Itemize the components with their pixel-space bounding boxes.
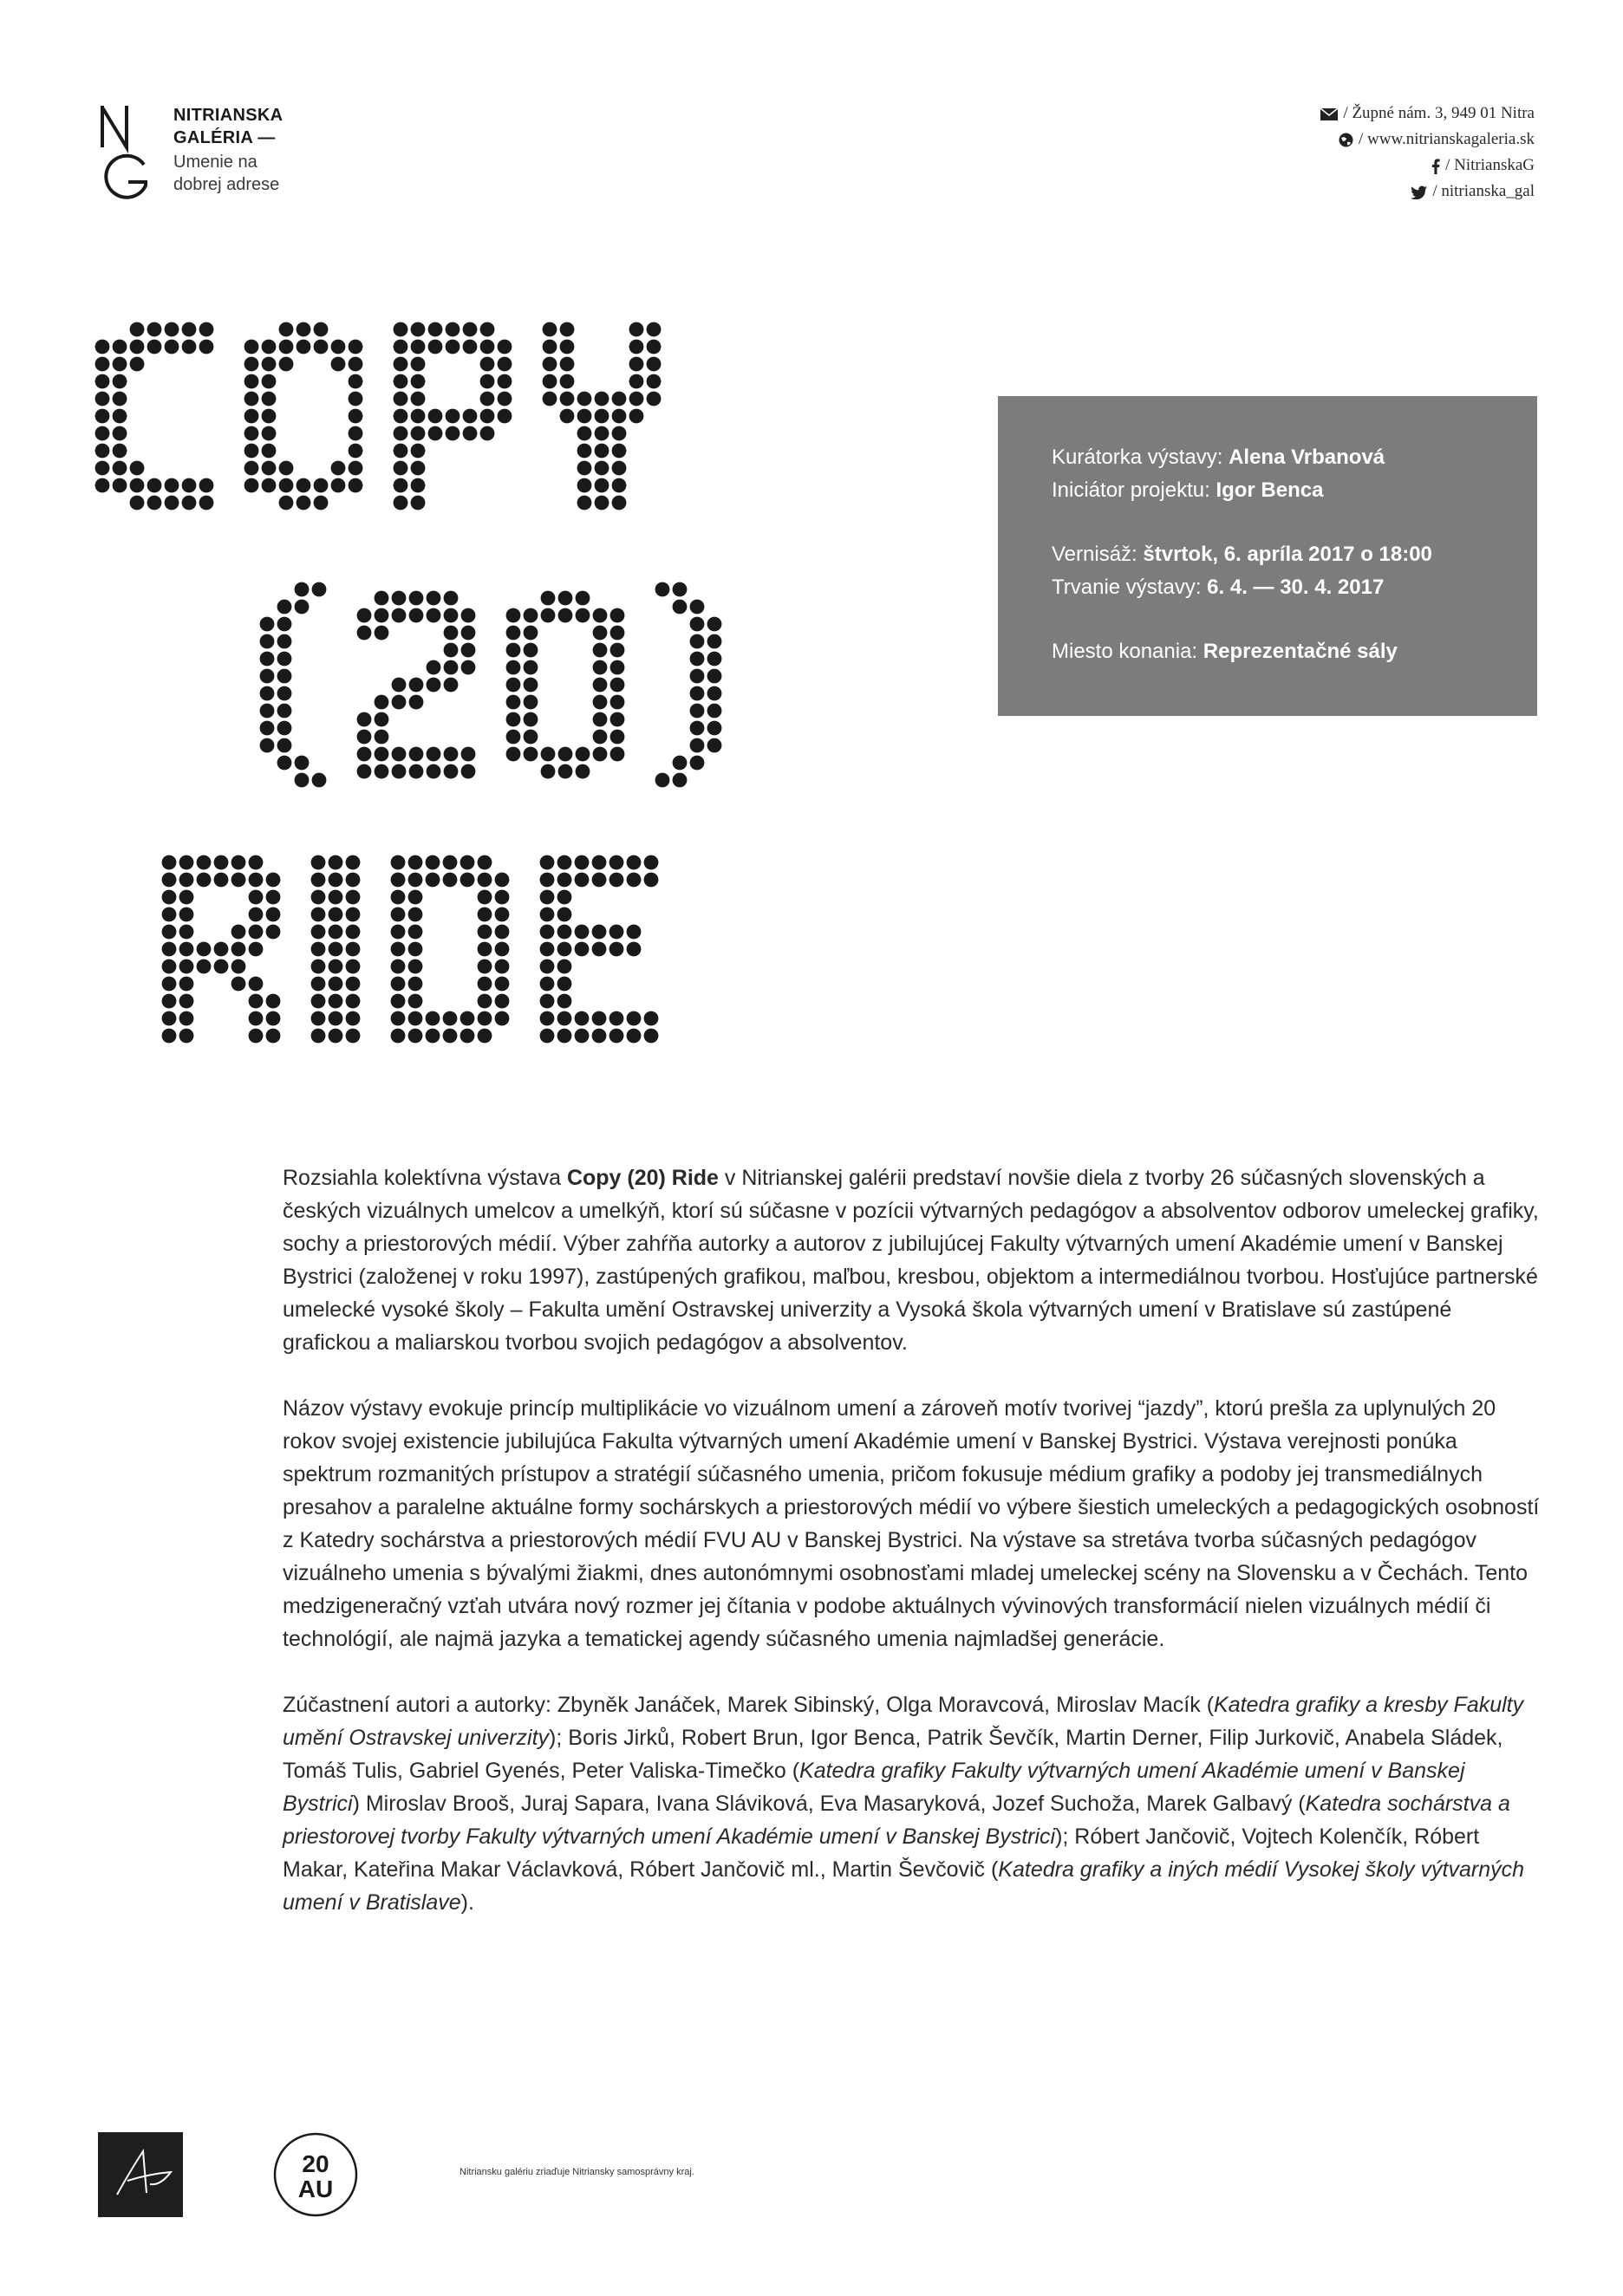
venue-row: Miesto konania: Reprezentačné sály bbox=[1052, 640, 1398, 663]
title-letter-d bbox=[391, 855, 510, 1044]
contact-twitter[interactable]: / nitrianska_gal bbox=[1320, 179, 1535, 205]
venue-name: Reprezentačné sály bbox=[1203, 640, 1398, 663]
title-letter-y bbox=[543, 322, 662, 511]
academy-logo bbox=[98, 2132, 183, 2217]
contact-address: / Župné nám. 3, 949 01 Nitra bbox=[1320, 101, 1535, 127]
title-letter-r bbox=[162, 855, 281, 1044]
initiator-name: Igor Benca bbox=[1216, 478, 1324, 502]
gallery-name-line1: NITRIANSKA bbox=[173, 106, 284, 125]
initiator-row: Iniciátor projektu: Igor Benca bbox=[1052, 478, 1324, 502]
title-letter-p bbox=[394, 322, 512, 511]
title-letter-o bbox=[244, 322, 363, 511]
title-letter-2 bbox=[357, 591, 476, 779]
badge-line1: 20 bbox=[302, 2150, 329, 2177]
opening-row: Vernisáž: štvrtok, 6. apríla 2017 o 18:00 bbox=[1052, 543, 1432, 566]
opening-date: štvrtok, 6. apríla 2017 o 18:00 bbox=[1143, 543, 1432, 566]
title-letter-open-paren bbox=[260, 582, 327, 788]
title-letter-e bbox=[540, 855, 659, 1044]
signature-a-icon bbox=[98, 2132, 183, 2217]
anniversary-badge bbox=[272, 2131, 359, 2218]
footer-note: Nitriansku galériu zriaďuje Nitriansky samosprávny kraj. bbox=[460, 2167, 694, 2177]
exhibition-description bbox=[283, 1161, 1540, 1952]
duration-dates: 6. 4. — 30. 4. 2017 bbox=[1207, 576, 1385, 599]
paragraph-artists: Zúčastnení autori a autorky: Zbyněk Janáček, Marek Sibinský, Olga Moravcová, Miroslav Macík (Katedra grafiky a kresby Fakulty umění Ostravskej univerzity); Boris Jirků, Robert Brun, Igor Benca, Patrik Ševčík, Martin Derner, Filip Jurkovič, Anabela Sládek, Tomáš Tulis, Gabriel Gyenés, Peter Valiska-Timečko (Katedra grafiky Fakulty výtvarných umení Akadémie umení v Banskej Bystrici) Miroslav Brooš, Juraj Sapara, Ivana Sláviková, Eva Masaryková, Jozef Suchoža, Marek Galbavý (Katedra sochárstva a priestorovej tvorby Fakulty výtvarných umení Akadémie umení v Banskej Bystrici); Róbert Jančovič, Vojtech Kolenčík, Róbert Makar, Kateřina Makar Václavková, Róbert Jančovič ml., Martin Ševčovič (Katedra grafiky a iných médií Vysokej školy výtvarných umení v Bratislave). bbox=[283, 1693, 1525, 1915]
title-letter-c bbox=[95, 322, 214, 511]
duration-row: Trvanie výstavy: 6. 4. — 30. 4. 2017 bbox=[1052, 576, 1385, 599]
title-letter-0 bbox=[506, 591, 625, 779]
curator-name: Alena Vrbanová bbox=[1229, 446, 1385, 469]
title-letter-i bbox=[311, 855, 361, 1044]
badge-circle-icon bbox=[272, 2131, 359, 2218]
contact-website[interactable]: / www.nitrianskagaleria.sk bbox=[1320, 127, 1535, 153]
curator-row: Kurátorka výstavy: Alena Vrbanová bbox=[1052, 446, 1385, 469]
paragraph-concept: Názov výstavy evokuje princíp multiplikácie vo vizuálnom umení a zároveň motív tvorivej “jazdy”, ktorú prešla za uplynulých 20 rokov svojej existencie jubilujúca Fakulta výtvarných umení Akadémie umení v Banskej Bystrici. Výstava verejnosti ponúka spektrum rozmanitých prístupov a stratégií súčasného umenia, pričom fokusuje médium grafiky a podoby jej transmediálnych presahov a paralelne aktuálne formy sochárskych a priestorových médií vo výbere šiestich umeleckých a pedagogických osobností z Katedry sochárstva a priestorových médií FVU AU v Banskej Bystrici. Na výstave sa stretáva tvorba súčasných pedagógov vizuálneho umenia s bývalými žiakmi, dnes autonómnymi osobnosťami mladej umeleckej scény na Slovensku a v Čechách. Tento medzigeneračný vzťah utvára nový rozmer jej čítania v podobe aktuálnych vývinových transformácií nielen vizuálnych médií či technológií, ale najmä jazyka a tematickej agendy súčasného umenia najmladšej generácie. bbox=[283, 1396, 1540, 1651]
contact-facebook[interactable]: / NitrianskaG bbox=[1320, 153, 1535, 179]
tagline-line2: dobrej adrese bbox=[173, 175, 280, 194]
paragraph-intro: Rozsiahla kolektívna výstava Copy (20) Ride v Nitrianskej galérii predstaví novšie diela z tvorby 26 súčasných slovenských a českých vizuálnych umelcov a umelkýň, ktorí sú súčasne v pozícii výtvarných pedagógov a absolventov odborov umeleckej grafiky, sochy a priestorových médií. Výber zahŕňa autorky a autorov z jubilujúcej Fakulty výtvarných umení Akadémie umení v Banskej Bystrici (založenej v roku 1997), zastúpených grafikou, maľbou, kresbou, objektom a intermediálnou tvorbou. Hosťujúce partnerské umelecké vysoké školy – Fakulta umění Ostravskej univerzity a Vysoká škola výtvarných umení v Bratislave sú zastúpené grafickou a maliarskou tvorbou svojich pedagógov a absolventov. bbox=[283, 1166, 1539, 1355]
badge-line2: AU bbox=[297, 2176, 334, 2202]
gallery-name-line2: GALÉRIA — bbox=[173, 128, 276, 147]
exhibition-info-box bbox=[998, 396, 1537, 716]
title-letter-close-paren bbox=[655, 582, 722, 788]
tagline-line1: Umenie na bbox=[173, 153, 257, 172]
